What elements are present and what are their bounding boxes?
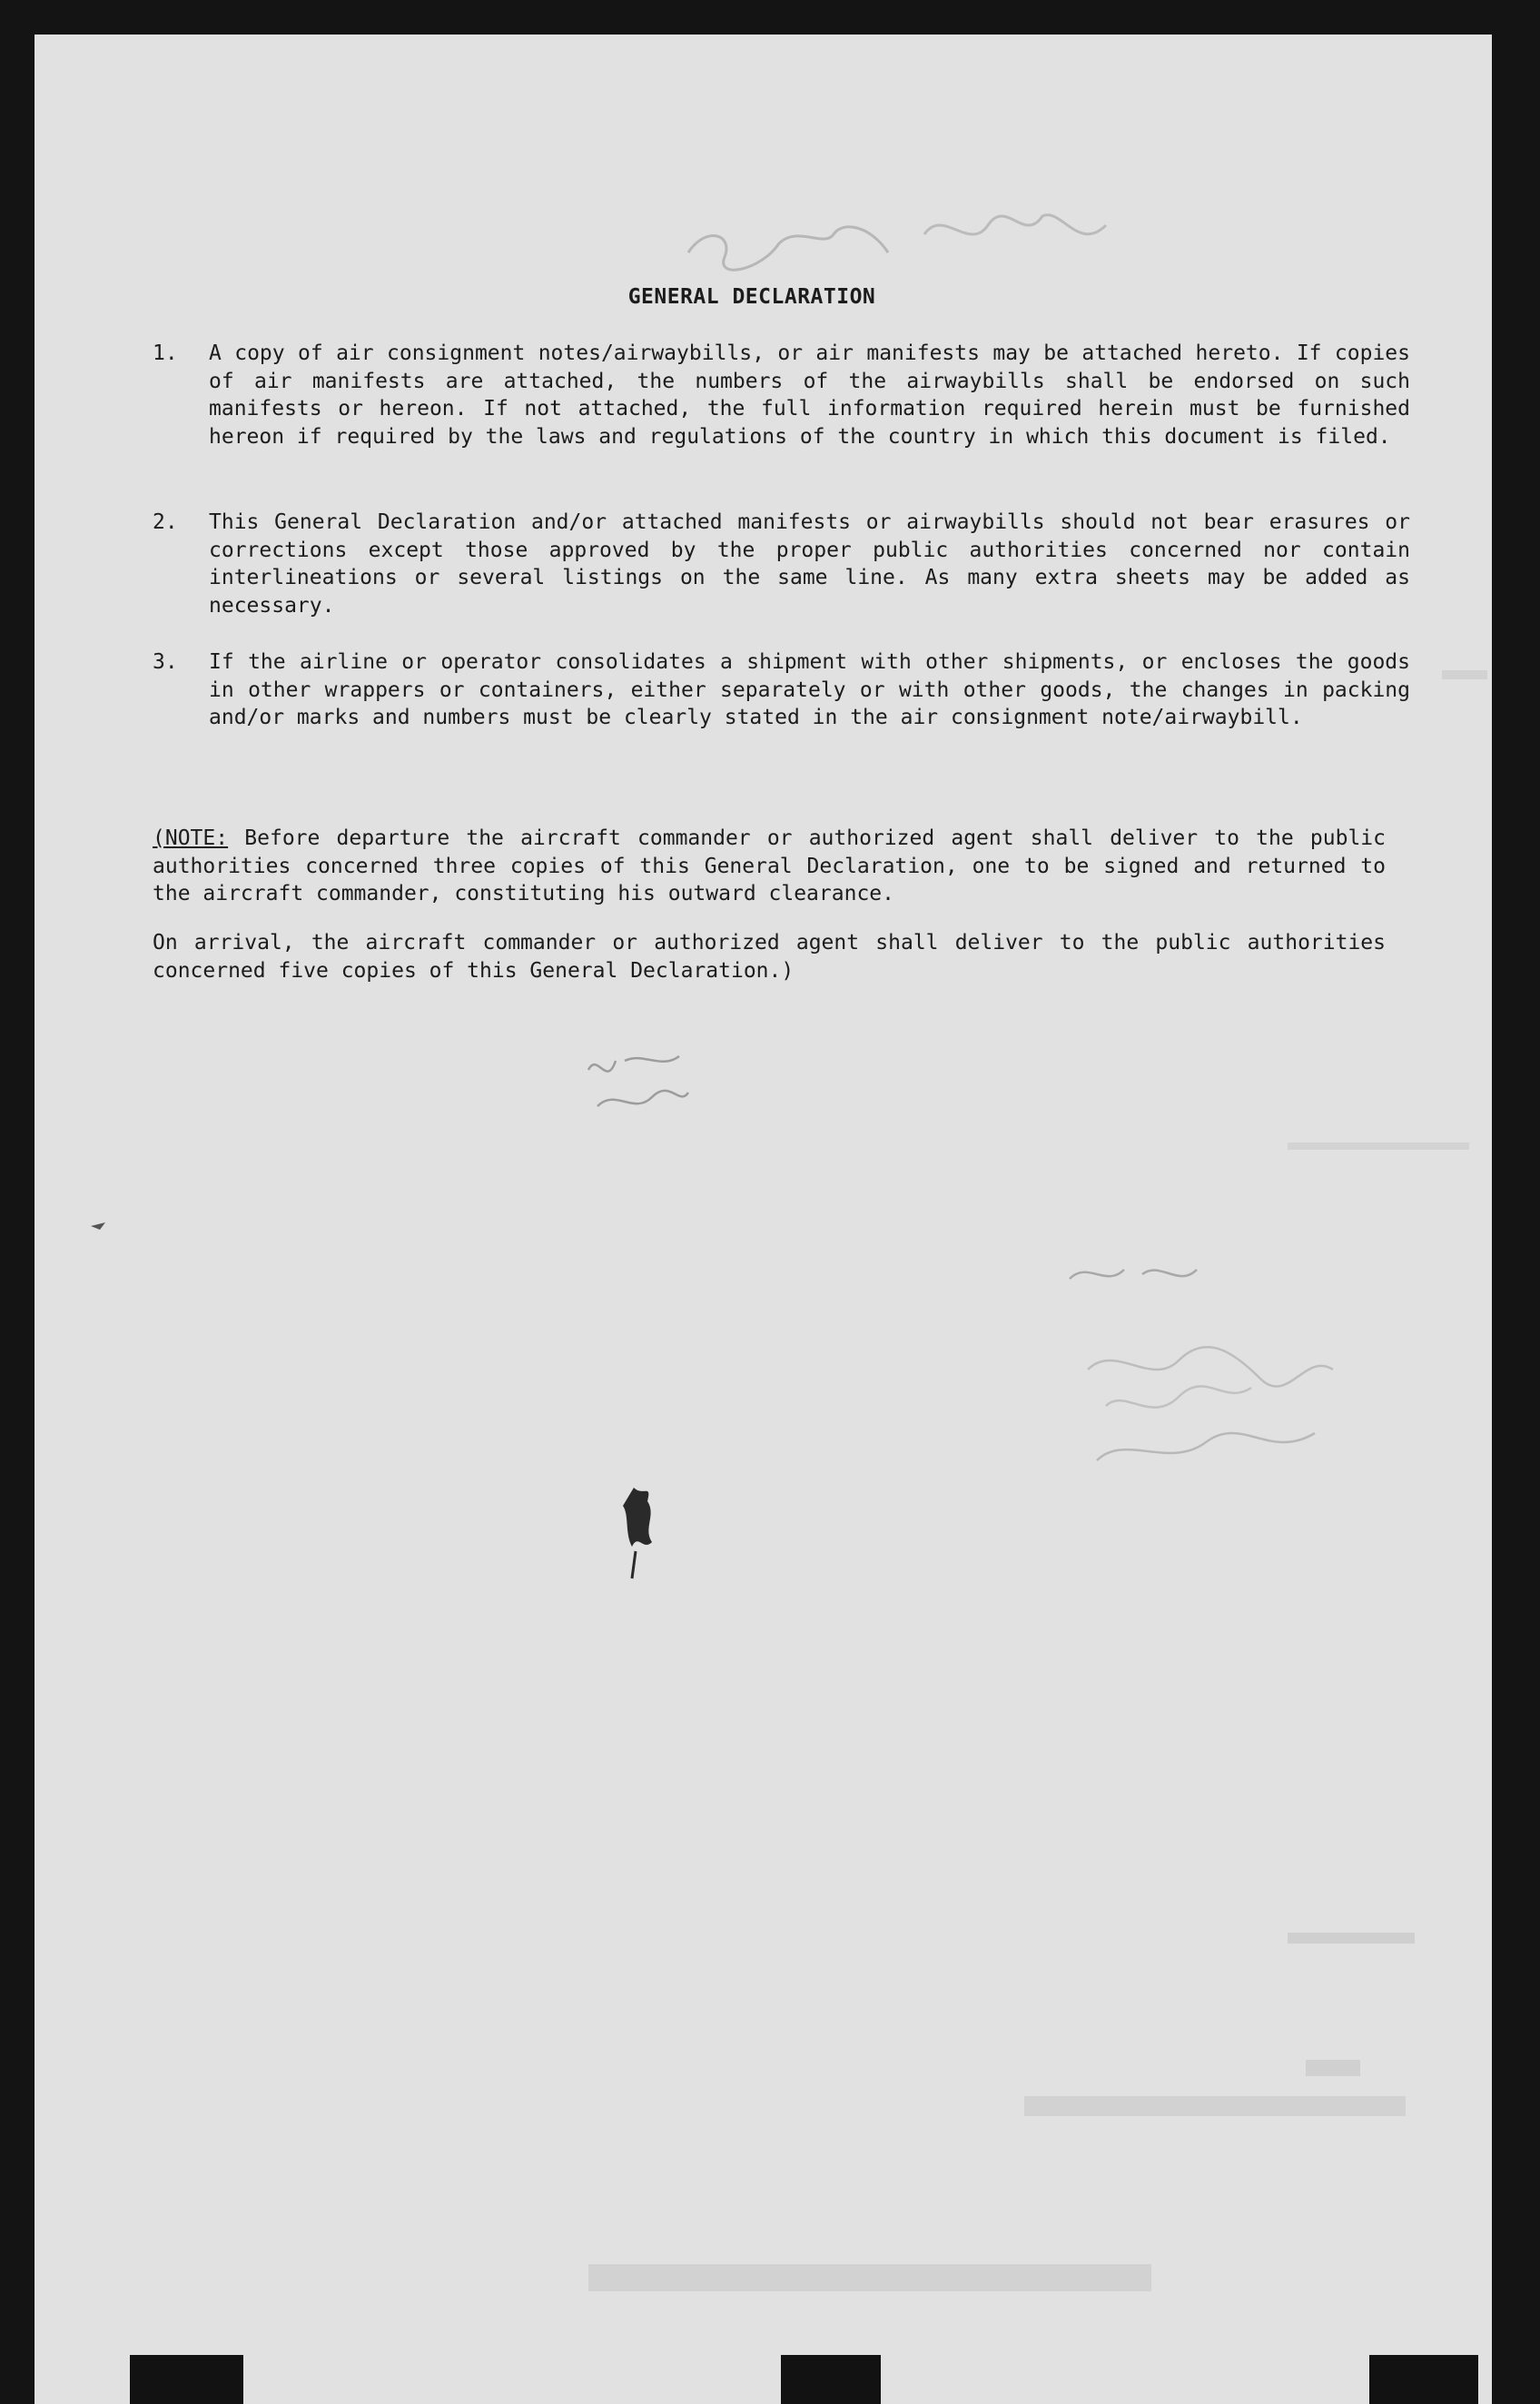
bleed-through-mark — [1288, 1143, 1469, 1150]
binding-tab — [781, 2355, 881, 2404]
speck — [87, 1215, 114, 1233]
pencil-mark — [561, 1034, 743, 1133]
note-lead: (NOTE: — [153, 826, 229, 850]
bleed-through-mark — [1288, 1933, 1415, 1944]
item-number: 2. — [153, 510, 178, 534]
bleed-through-mark — [588, 2264, 1151, 2291]
bleed-through-mark — [1442, 670, 1487, 679]
instruction-item-1 — [153, 340, 1410, 450]
item-text: If the airline or operator consolidates a shipment with other shipments, or encloses the goods in other wrappers or containers, either separately or with other goods, the changes in packing and/or marks and numbers must be clearly stated in the air consignment note/airwaybill. — [209, 650, 1410, 729]
binding-tab — [1369, 2355, 1478, 2404]
ink-blot — [616, 1479, 670, 1588]
item-number: 1. — [153, 341, 178, 365]
instruction-item-2 — [153, 509, 1410, 619]
item-text: This General Declaration and/or attached manifests or airwaybills should not bear erasures or corrections except those approved by the proper public authorities concerned nor contain interlineations or several listings on the same line. As many extra sheets may be added as necessary. — [209, 510, 1410, 618]
instruction-item-3 — [153, 648, 1410, 732]
item-text: A copy of air consignment notes/airwaybills, or air manifests may be attached hereto. If copies of air manifests are attached, the numbers of the airwaybills shall be endorsed on such manifests or hereon. If not attached, the full information required herein must be furnished hereon if required by the laws and regulations of the country in which this document is filed. — [209, 341, 1410, 449]
note-text: Before departure the aircraft commander or authorized agent shall deliver to the public authorities concerned three copies of this General Declaration, one to be signed and returned to the aircraft commander, constituting his outward clearance. — [153, 826, 1386, 905]
document-page — [35, 35, 1492, 2404]
binding-tab — [130, 2355, 243, 2404]
bleed-through-mark — [1306, 2060, 1360, 2076]
faint-handwriting — [1051, 1251, 1378, 1488]
departure-note — [153, 825, 1386, 908]
handwritten-mark-top — [652, 171, 1197, 298]
arrival-note: On arrival, the aircraft commander or authorized agent shall deliver to the public authorities concerned five copies of this General Declaration.) — [153, 931, 1386, 983]
item-number: 3. — [153, 650, 178, 674]
page-title: GENERAL DECLARATION — [627, 285, 876, 309]
bleed-through-mark — [1024, 2096, 1406, 2116]
